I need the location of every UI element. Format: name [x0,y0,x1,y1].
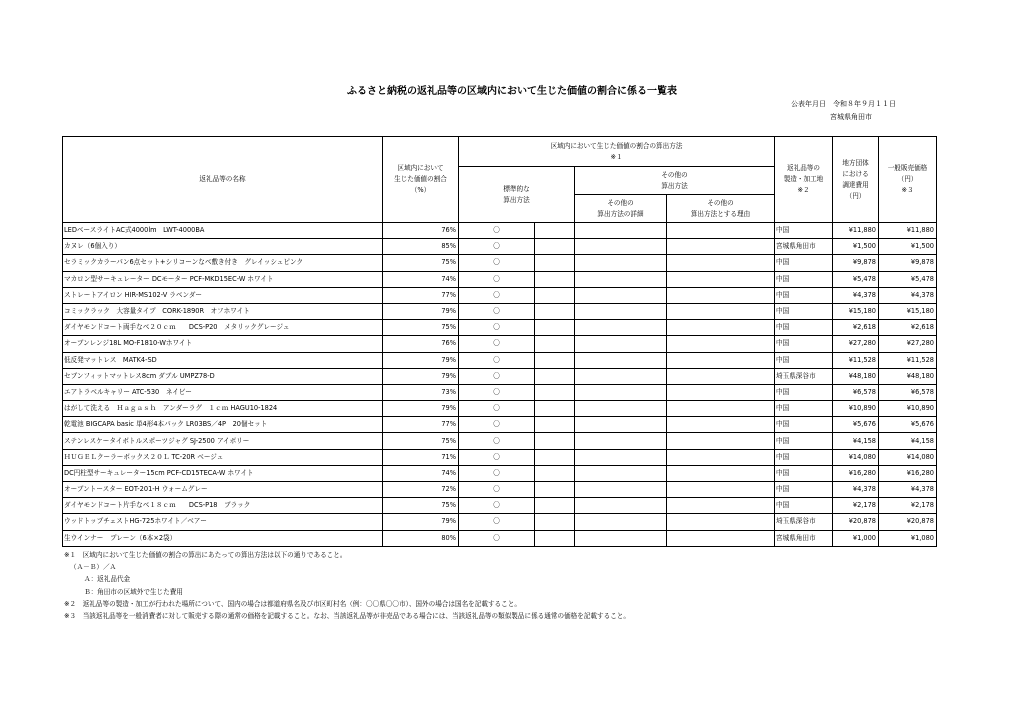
cell-cost: ¥16,280 [833,465,879,481]
cell-standard: 〇 [459,498,535,514]
footnote-line: Ａ：返礼品代金 [84,575,131,584]
cell-price: ¥6,578 [879,384,937,400]
cell-origin: 中国 [775,433,833,449]
cell-ratio: 79% [383,514,459,530]
cell-ratio: 77% [383,417,459,433]
header-standard: 標準的な 算出方法 [459,167,575,223]
footnote-line: ※３ 当該返礼品等を一般消費者に対して販売する際の通常の価格を記載すること。なお、当該返礼品等が非売品である場合には、当該返礼品等の類似製品に係る通常の価格を記載すること。 [64,612,630,621]
cell-cost: ¥11,880 [833,223,879,239]
cell-standard-blank [535,417,575,433]
cell-name: エアトラベルキャリー ATC-530 ネイビー [63,384,383,400]
cell-standard-blank [535,287,575,303]
cell-ratio: 73% [383,384,459,400]
footnote-line: ※２ 返礼品等の製造・加工が行われた場所について、国内の場合は都道府県名及び市区町村名（例：〇〇県〇〇市）、国外の場合は国名を記載すること。 [64,599,521,608]
cell-other-detail [575,255,667,271]
cell-name: ウッドトップチェストHG-725ホワイト／ベアー [63,514,383,530]
cell-other-detail [575,384,667,400]
header-other-group: その他の 算出方法 [575,167,775,195]
cell-origin: 中国 [775,465,833,481]
cell-ratio: 80% [383,530,459,546]
cell-cost: ¥11,528 [833,352,879,368]
cell-standard-blank [535,223,575,239]
cell-cost: ¥15,180 [833,303,879,319]
cell-other-detail [575,320,667,336]
cell-other-reason [667,449,775,465]
cell-ratio: 72% [383,482,459,498]
cell-origin: 宮城県角田市 [775,239,833,255]
cell-other-reason [667,401,775,417]
cell-price: ¥2,178 [879,498,937,514]
cell-other-detail [575,465,667,481]
cell-name: オーブントースター EOT-201-H ウォームグレー [63,482,383,498]
table-row [63,239,937,255]
cell-ratio: 74% [383,465,459,481]
cell-origin: 中国 [775,449,833,465]
cell-cost: ¥1,000 [833,530,879,546]
cell-other-reason [667,223,775,239]
cell-origin: 中国 [775,417,833,433]
cell-price: ¥4,378 [879,287,937,303]
cell-cost: ¥27,280 [833,336,879,352]
cell-standard: 〇 [459,433,535,449]
cell-other-reason [667,271,775,287]
cell-origin: 宮城県角田市 [775,530,833,546]
cell-ratio: 74% [383,271,459,287]
table-row [63,417,937,433]
cell-ratio: 79% [383,401,459,417]
table-row [63,368,937,384]
cell-other-detail [575,514,667,530]
cell-name: DC円柱型サーキュレーター15cm PCF-CD15TECA-W ホワイト [63,465,383,481]
header-cost: 地方団体 における 調達費用 （円） [833,137,879,223]
cell-price: ¥9,878 [879,255,937,271]
cell-other-reason [667,514,775,530]
cell-other-detail [575,287,667,303]
cell-origin: 中国 [775,287,833,303]
cell-price: ¥27,280 [879,336,937,352]
header-ratio: 区域内において 生じた価値の割合 （%） [383,137,459,223]
cell-cost: ¥4,378 [833,287,879,303]
cell-other-detail [575,368,667,384]
cell-other-detail [575,433,667,449]
cell-standard-blank [535,255,575,271]
cell-origin: 中国 [775,352,833,368]
table-body [63,223,937,547]
cell-standard: 〇 [459,336,535,352]
cell-name: セブンフィットマットレス8cm ダブル UMPZ78-D [63,368,383,384]
cell-standard-blank [535,303,575,319]
cell-standard: 〇 [459,287,535,303]
cell-standard-blank [535,352,575,368]
cell-other-reason [667,352,775,368]
table-row [63,303,937,319]
cell-other-reason [667,530,775,546]
cell-standard: 〇 [459,303,535,319]
cell-ratio: 75% [383,433,459,449]
cell-standard-blank [535,530,575,546]
publish-date: 公表年月日 令和８年９月１１日 [791,100,896,108]
cell-standard: 〇 [459,449,535,465]
cell-standard-blank [535,449,575,465]
cell-price: ¥2,618 [879,320,937,336]
cell-ratio: 79% [383,303,459,319]
table-row [63,498,937,514]
cell-other-reason [667,303,775,319]
footnote-line: （Ａ－Ｂ）／Ａ [70,563,117,572]
cell-origin: 中国 [775,498,833,514]
cell-standard: 〇 [459,255,535,271]
header-other-reason: その他の 算出方法とする理由 [667,195,775,223]
cell-price: ¥11,528 [879,352,937,368]
table-row [63,255,937,271]
cell-other-reason [667,384,775,400]
header-price: 一般販売価格 （円） ※３ [879,137,937,223]
cell-other-detail [575,482,667,498]
table-row [63,352,937,368]
cell-standard: 〇 [459,223,535,239]
cell-other-reason [667,336,775,352]
cell-standard-blank [535,368,575,384]
cell-origin: 埼玉県深谷市 [775,368,833,384]
cell-other-detail [575,498,667,514]
cell-ratio: 75% [383,320,459,336]
cell-standard: 〇 [459,465,535,481]
cell-name: ストレートアイロン HIR-MS102-V ラベンダー [63,287,383,303]
cell-other-reason [667,433,775,449]
cell-cost: ¥1,500 [833,239,879,255]
cell-other-detail [575,449,667,465]
cell-origin: 中国 [775,320,833,336]
table-row [63,433,937,449]
cell-cost: ¥10,890 [833,401,879,417]
cell-standard: 〇 [459,482,535,498]
cell-price: ¥14,080 [879,449,937,465]
header-name: 返礼品等の名称 [63,137,383,223]
gift-value-table [62,136,937,547]
cell-other-reason [667,320,775,336]
cell-name: 乾電池 BIGCAPA basic 単4形4本パック LR03BS／4P 20個セット [63,417,383,433]
table-row [63,336,937,352]
table-row [63,514,937,530]
cell-standard: 〇 [459,239,535,255]
cell-cost: ¥5,478 [833,271,879,287]
cell-other-detail [575,530,667,546]
cell-other-detail [575,352,667,368]
table-row [63,271,937,287]
cell-standard-blank [535,336,575,352]
cell-ratio: 71% [383,449,459,465]
footnotes [64,549,630,622]
cell-ratio: 76% [383,223,459,239]
table-row [63,530,937,546]
cell-ratio: 75% [383,255,459,271]
cell-name: セラミックカラーパン6点セット+シリコーンなべ敷き付き グレイッシュピンク [63,255,383,271]
table-row [63,287,937,303]
footnote-line: ※１ 区域内において生じた価値の割合の算出にあたっての算出方法は以下の通りであること。 [64,551,347,559]
cell-name: はがして洗える Ｈａｇａｓｈ アンダーラグ １ｃｍ HAGU10-1824 [63,401,383,417]
cell-price: ¥10,890 [879,401,937,417]
header-origin: 返礼品等の 製造・加工地 ※２ [775,137,833,223]
cell-standard-blank [535,239,575,255]
cell-origin: 埼玉県深谷市 [775,514,833,530]
cell-origin: 中国 [775,223,833,239]
cell-ratio: 79% [383,352,459,368]
cell-ratio: 76% [383,336,459,352]
cell-price: ¥15,180 [879,303,937,319]
table-row [63,401,937,417]
cell-other-detail [575,417,667,433]
cell-name: LEDベースライトAC式4000lm LWT-4000BA [63,223,383,239]
cell-standard-blank [535,498,575,514]
cell-cost: ¥48,180 [833,368,879,384]
cell-price: ¥1,080 [879,530,937,546]
cell-other-detail [575,336,667,352]
cell-price: ¥20,878 [879,514,937,530]
cell-cost: ¥2,618 [833,320,879,336]
cell-ratio: 79% [383,368,459,384]
table-row [63,449,937,465]
cell-other-detail [575,239,667,255]
cell-cost: ¥6,578 [833,384,879,400]
cell-name: ＨＵＧＥＬクーラーボックス２０Ｌ TC-20R ベージュ [63,449,383,465]
cell-price: ¥5,478 [879,271,937,287]
cell-name: 生ウインナー プレーン（6本×2袋） [63,530,383,546]
cell-price: ¥4,158 [879,433,937,449]
cell-other-reason [667,255,775,271]
cell-standard-blank [535,401,575,417]
table-row [63,384,937,400]
cell-other-reason [667,417,775,433]
cell-standard-blank [535,384,575,400]
cell-origin: 中国 [775,336,833,352]
cell-standard: 〇 [459,384,535,400]
cell-standard-blank [535,433,575,449]
cell-origin: 中国 [775,271,833,287]
cell-standard: 〇 [459,417,535,433]
cell-standard-blank [535,271,575,287]
cell-other-reason [667,239,775,255]
cell-origin: 中国 [775,482,833,498]
cell-price: ¥5,676 [879,417,937,433]
cell-origin: 中国 [775,303,833,319]
cell-name: ステンレスケータイボトルスポーツジャグ SJ-2500 アイボリー [63,433,383,449]
cell-standard: 〇 [459,352,535,368]
cell-ratio: 85% [383,239,459,255]
cell-other-reason [667,498,775,514]
cell-name: カヌレ（6個入り） [63,239,383,255]
cell-other-reason [667,482,775,498]
cell-name: オーブンレンジ18L MO-F1810-Wホワイト [63,336,383,352]
header-other-detail: その他の 算出方法の詳細 [575,195,667,223]
cell-origin: 中国 [775,401,833,417]
cell-origin: 中国 [775,384,833,400]
cell-standard: 〇 [459,530,535,546]
table-row [63,223,937,239]
cell-cost: ¥4,378 [833,482,879,498]
cell-price: ¥11,880 [879,223,937,239]
cell-other-reason [667,287,775,303]
cell-cost: ¥20,878 [833,514,879,530]
cell-name: コミックラック 大容量タイプ CORK-1890R オフホワイト [63,303,383,319]
cell-standard: 〇 [459,271,535,287]
cell-standard: 〇 [459,514,535,530]
cell-name: ダイヤモンドコート片手なべ１８ｃｍ DCS-P18 ブラック [63,498,383,514]
cell-standard-blank [535,482,575,498]
cell-name: ダイヤモンドコート両手なべ２０ｃｍ DCS-P20 メタリックグレージュ [63,320,383,336]
cell-standard-blank [535,465,575,481]
municipality-name: 宮城県角田市 [830,113,872,121]
cell-price: ¥4,378 [879,482,937,498]
cell-cost: ¥5,676 [833,417,879,433]
cell-other-detail [575,303,667,319]
cell-cost: ¥9,878 [833,255,879,271]
table-row [63,482,937,498]
cell-standard: 〇 [459,401,535,417]
cell-price: ¥48,180 [879,368,937,384]
cell-cost: ¥14,080 [833,449,879,465]
cell-ratio: 77% [383,287,459,303]
cell-price: ¥16,280 [879,465,937,481]
table-row [63,465,937,481]
cell-ratio: 75% [383,498,459,514]
header-method-group: 区域内において生じた価値の割合の算出方法 ※１ [459,137,775,167]
cell-other-detail [575,401,667,417]
cell-name: マカロン型サーキュレーター DCモーター PCF-MKD15EC-W ホワイト [63,271,383,287]
cell-other-detail [575,271,667,287]
cell-other-detail [575,223,667,239]
cell-standard-blank [535,320,575,336]
cell-standard: 〇 [459,368,535,384]
cell-cost: ¥4,158 [833,433,879,449]
document-title: ふるさと納税の返礼品等の区域内において生じた価値の割合に係る一覧表 [347,86,677,97]
cell-cost: ¥2,178 [833,498,879,514]
cell-origin: 中国 [775,255,833,271]
cell-other-reason [667,465,775,481]
cell-name: 低反発マットレス MATK4-SD [63,352,383,368]
cell-standard-blank [535,514,575,530]
table-row [63,320,937,336]
footnote-line: Ｂ：角田市の区域外で生じた費用 [84,587,183,596]
cell-other-reason [667,368,775,384]
cell-price: ¥1,500 [879,239,937,255]
cell-standard: 〇 [459,320,535,336]
